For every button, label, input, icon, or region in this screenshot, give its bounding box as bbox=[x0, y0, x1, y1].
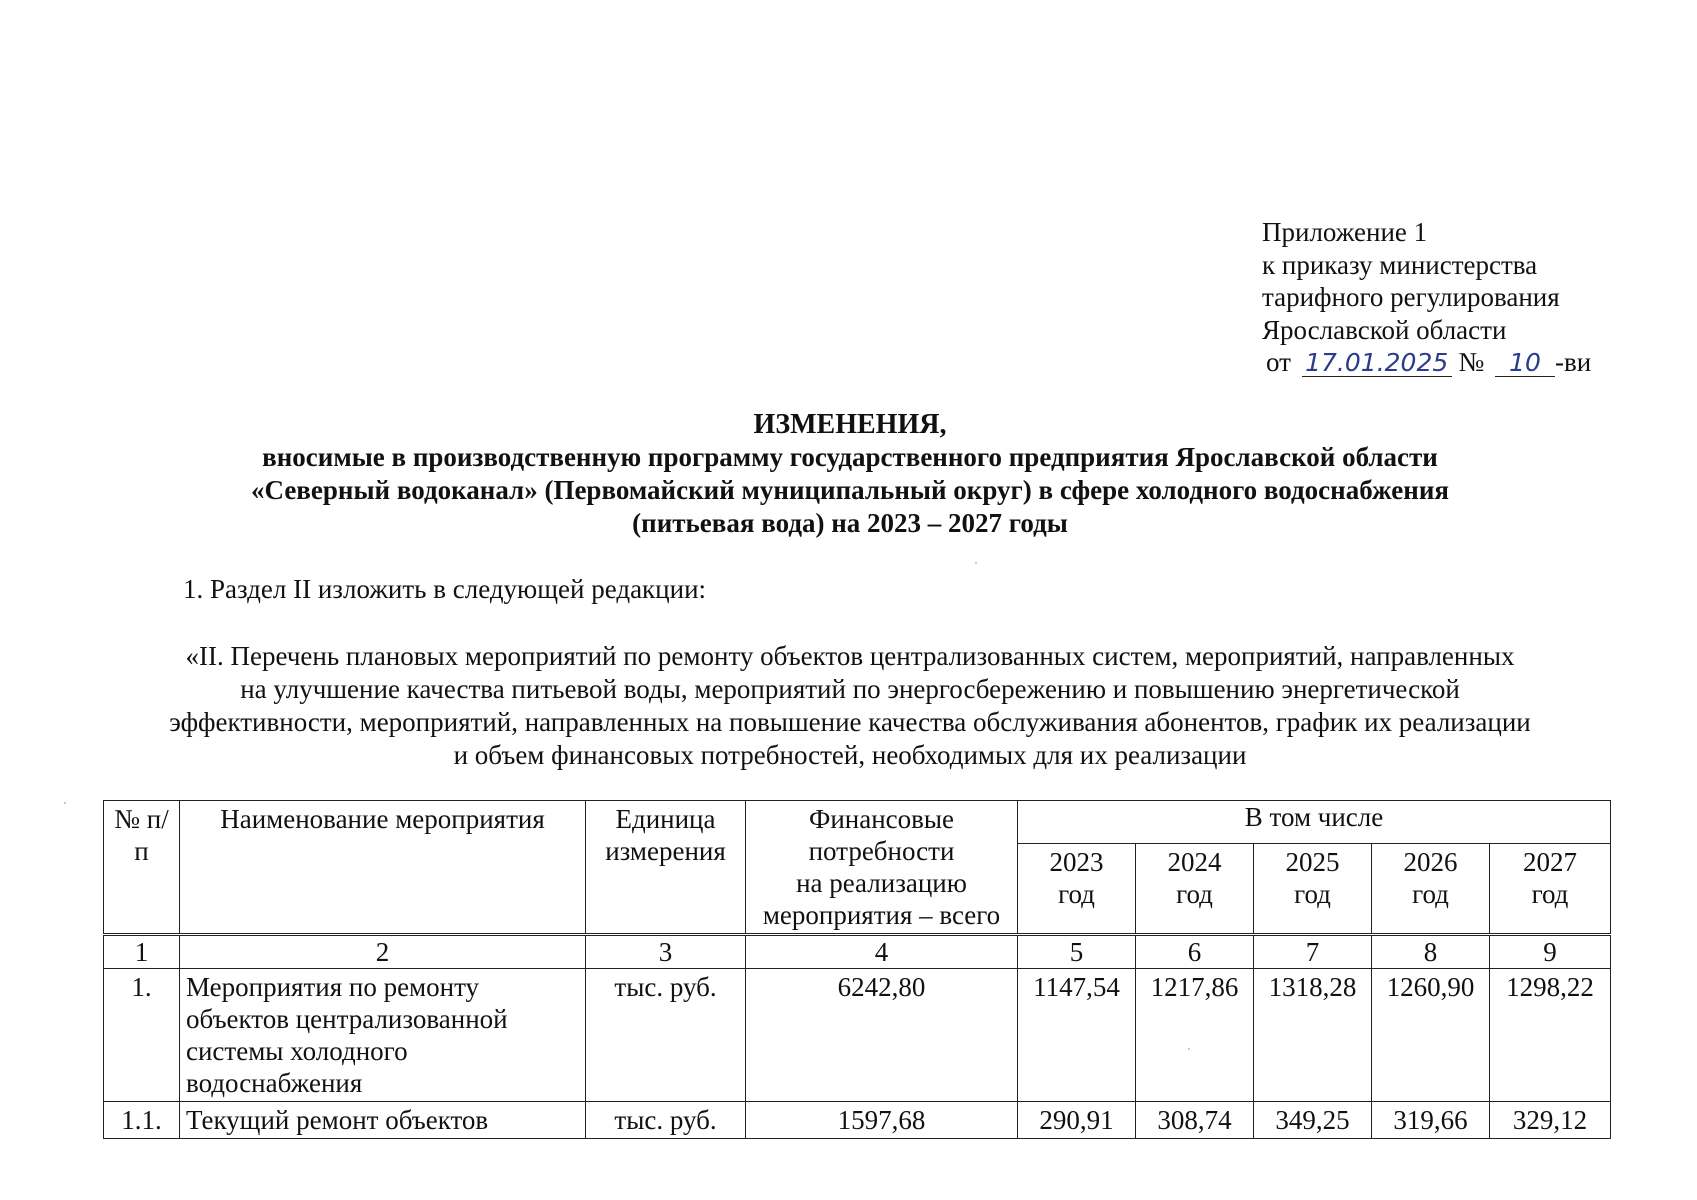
row-unit: тыс. руб. bbox=[586, 1102, 746, 1139]
header-row bbox=[104, 801, 1611, 844]
row-name bbox=[180, 1102, 586, 1139]
number-sign: № bbox=[1458, 347, 1485, 377]
number-suffix: -ви bbox=[1554, 347, 1592, 377]
row-name-line: водоснабжения bbox=[186, 1068, 363, 1098]
appendix-block bbox=[1262, 216, 1591, 379]
appendix-line: тарифного регулирования bbox=[1262, 282, 1560, 312]
row-total: 1597,68 bbox=[746, 1102, 1018, 1139]
date-prefix: от bbox=[1266, 347, 1291, 377]
column-number: 9 bbox=[1490, 935, 1611, 969]
header-year-2026 bbox=[1372, 843, 1490, 934]
header-num: № п/п bbox=[104, 801, 180, 935]
year-value: 2025 bbox=[1285, 846, 1340, 877]
table-row bbox=[104, 1102, 1611, 1139]
header-year-2023 bbox=[1018, 843, 1136, 934]
row-value-2024: 308,74 bbox=[1136, 1102, 1254, 1139]
header-including: В том числе bbox=[1018, 801, 1611, 844]
row-name-line: Мероприятия по ремонту bbox=[186, 972, 480, 1002]
handwritten-number: 10 bbox=[1495, 350, 1555, 377]
scan-speck bbox=[975, 562, 977, 564]
year-label: год bbox=[1531, 878, 1569, 909]
section-heading bbox=[110, 640, 1590, 772]
year-label: год bbox=[1294, 878, 1331, 909]
column-number: 4 bbox=[746, 935, 1018, 969]
column-number: 8 bbox=[1372, 935, 1490, 969]
header-financial-line: мероприятия – всего bbox=[762, 900, 1001, 930]
row-value-2025: 349,25 bbox=[1254, 1102, 1372, 1139]
row-value-2024: 1217,86 bbox=[1136, 969, 1254, 1102]
header-unit-line: измерения bbox=[605, 836, 726, 866]
row-value-2027: 1298,22 bbox=[1490, 969, 1611, 1102]
title-line: вносимые в производственную программу государственного предприятия Ярославской области bbox=[262, 442, 1438, 472]
column-number: 1 bbox=[104, 935, 180, 969]
row-num: 1.1. bbox=[104, 1102, 180, 1139]
scan-speck bbox=[64, 802, 66, 804]
title-line: «Северный водоканал» (Первомайский муниципальный округ) в сфере холодного водоснабжения bbox=[251, 475, 1449, 505]
section-heading-line: эффективности, мероприятий, направленных на повышение качества обслуживания абонентов, график их реализации bbox=[169, 707, 1531, 737]
appendix-line: к приказу министерства bbox=[1262, 249, 1538, 280]
section-heading-line: и объем финансовых потребностей, необходимых для их реализации bbox=[453, 740, 1247, 770]
appendix-line: Приложение 1 bbox=[1262, 217, 1428, 247]
year-value: 2026 bbox=[1403, 846, 1458, 877]
row-name-line: системы холодного bbox=[186, 1036, 408, 1066]
row-value-2023: 1147,54 bbox=[1018, 969, 1136, 1102]
title-main: ИЗМЕНЕНИЯ, bbox=[753, 409, 947, 440]
year-value: 2027 bbox=[1523, 846, 1577, 877]
row-name-line: Текущий ремонт объектов bbox=[186, 1105, 489, 1135]
row-value-2023: 290,91 bbox=[1018, 1102, 1136, 1139]
column-number: 6 bbox=[1136, 935, 1254, 969]
plan-table bbox=[103, 800, 1611, 1139]
header-year-2024 bbox=[1136, 843, 1254, 934]
appendix-date-line bbox=[1262, 346, 1591, 379]
table-row bbox=[104, 969, 1611, 1102]
row-value-2025: 1318,28 bbox=[1254, 969, 1372, 1102]
header-financial bbox=[746, 801, 1018, 935]
header-unit bbox=[586, 801, 746, 935]
header-financial-line: потребности bbox=[808, 836, 955, 866]
section-heading-line: на улучшение качества питьевой воды, мероприятий по энергосбережению и повышению энергетической bbox=[240, 674, 1460, 704]
document-title bbox=[100, 408, 1600, 540]
row-name-line: объектов централизованной bbox=[186, 1004, 508, 1034]
header-name: Наименование мероприятия bbox=[180, 801, 586, 935]
row-value-2026: 319,66 bbox=[1372, 1102, 1490, 1139]
column-number: 5 bbox=[1018, 935, 1136, 969]
year-label: год bbox=[1176, 878, 1213, 909]
year-label: год bbox=[1058, 878, 1095, 909]
header-year-2025 bbox=[1254, 843, 1372, 934]
section-heading-line: «II. Перечень плановых мероприятий по ремонту объектов централизованных систем, мероприятий, направленных bbox=[185, 641, 1515, 671]
row-name bbox=[180, 969, 586, 1102]
header-financial-line: на реализацию bbox=[796, 868, 967, 898]
appendix-line: Ярославской области bbox=[1262, 314, 1507, 345]
title-line: (питьевая вода) на 2023 – 2027 годы bbox=[632, 508, 1068, 538]
scan-speck bbox=[1188, 1048, 1190, 1050]
handwritten-date: 17.01.2025 bbox=[1302, 350, 1452, 377]
header-unit-line: Единица bbox=[615, 804, 716, 834]
year-label: год bbox=[1412, 878, 1449, 909]
row-num: 1. bbox=[104, 969, 180, 1102]
column-number: 3 bbox=[586, 935, 746, 969]
row-total: 6242,80 bbox=[746, 969, 1018, 1102]
row-value-2026: 1260,90 bbox=[1372, 969, 1490, 1102]
column-number: 2 bbox=[180, 935, 586, 969]
column-number: 7 bbox=[1254, 935, 1372, 969]
year-value: 2023 bbox=[1049, 846, 1104, 877]
instruction-text: 1. Раздел II изложить в следующей редакции: bbox=[183, 574, 707, 604]
header-year-2027 bbox=[1490, 843, 1611, 934]
row-unit: тыс. руб. bbox=[586, 969, 746, 1102]
row-value-2027: 329,12 bbox=[1490, 1102, 1611, 1139]
column-numbers-row bbox=[104, 935, 1611, 969]
year-value: 2024 bbox=[1167, 846, 1222, 877]
header-financial-line: Финансовые bbox=[808, 804, 955, 834]
